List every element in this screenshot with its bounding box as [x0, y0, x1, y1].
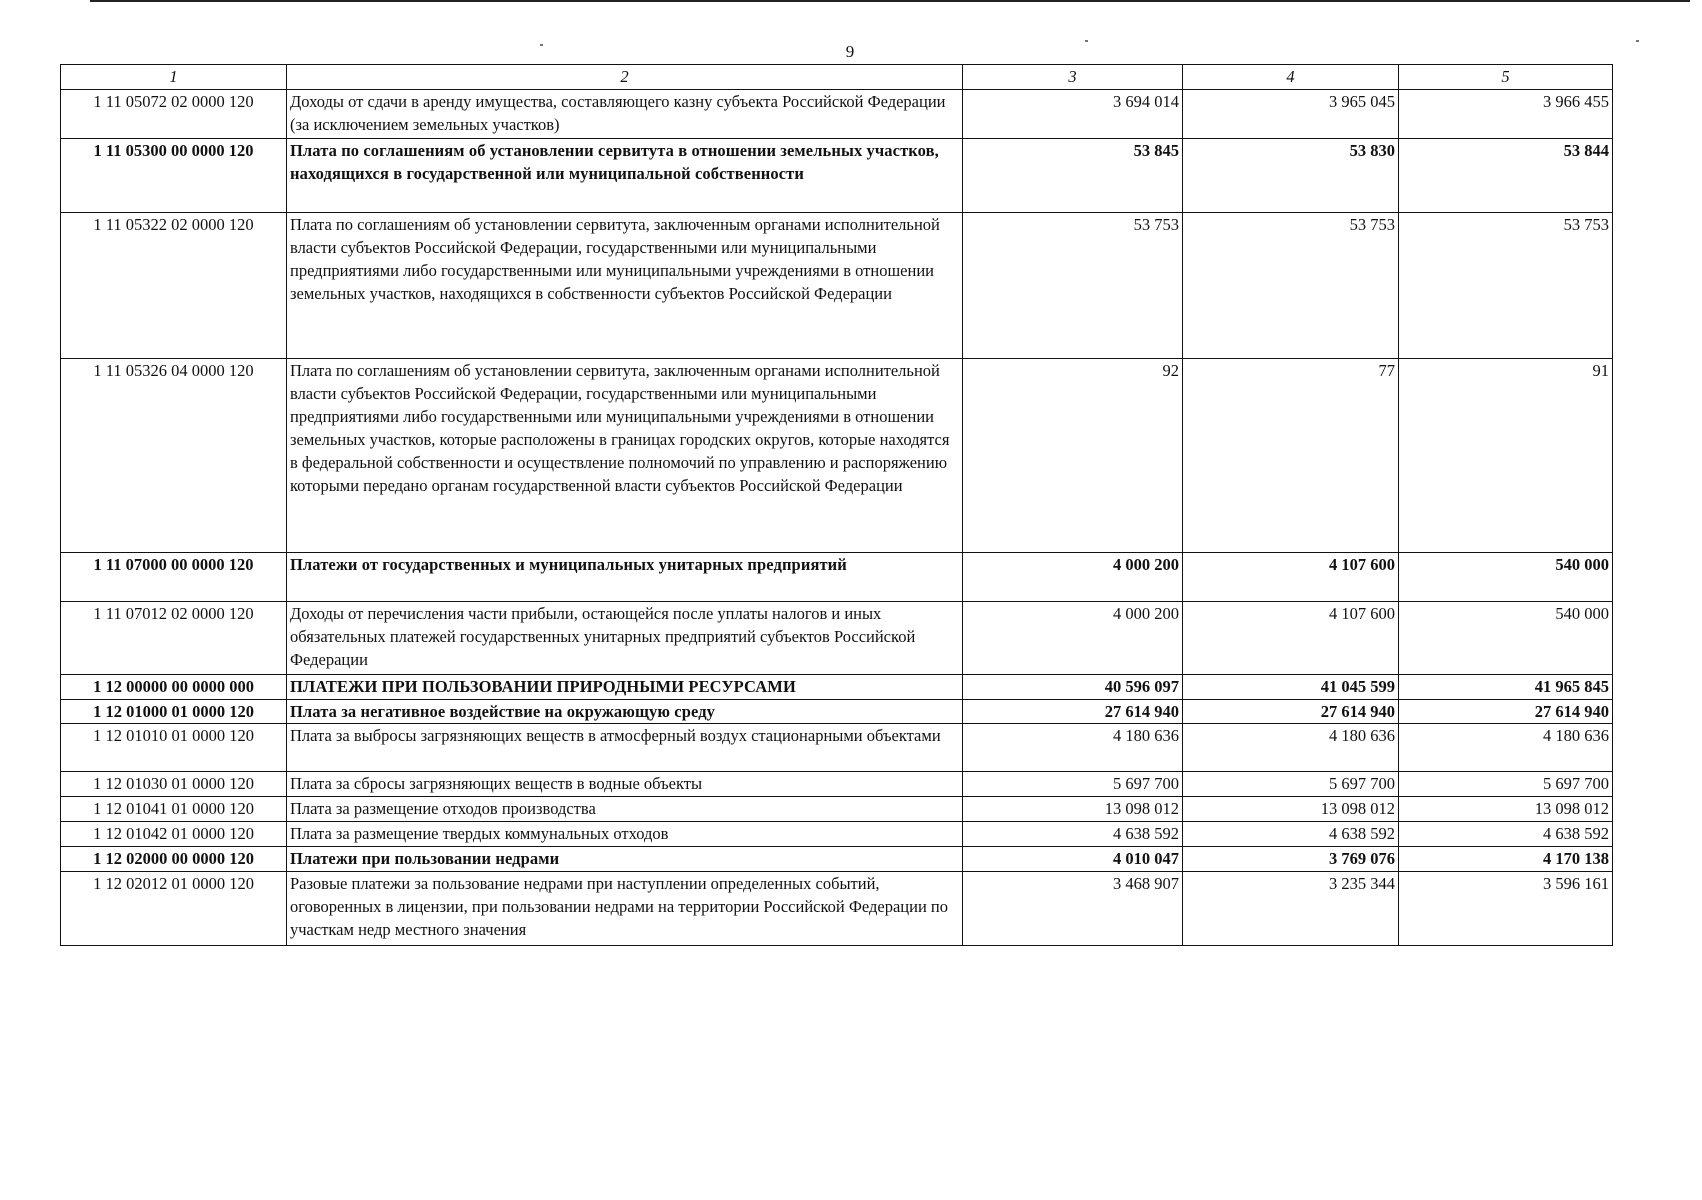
column-header-5: 5 — [1399, 65, 1613, 90]
value-col4-cell: 3 235 344 — [1183, 872, 1399, 946]
description-cell: Плата по соглашениям об установлении сервитута, заключенным органами исполнительной власти субъектов Российской Федерации, государственными или муниципальными предприятиями либо государственными или муниципальными учреждениями в отношении земельных участков, которые расположены в границах городских округов, которые находятся в федеральной собственности и осуществление полномочий по управлению и распоряжению которыми передано органам государственной власти субъектов Российской Федерации — [287, 359, 963, 553]
description-cell: Плата за размещение твердых коммунальных отходов — [287, 822, 963, 847]
budget-code-cell: 1 12 01010 01 0000 120 — [61, 724, 287, 772]
budget-code-cell: 1 12 01042 01 0000 120 — [61, 822, 287, 847]
value-col3-cell: 5 697 700 — [963, 772, 1183, 797]
budget-code-cell: 1 11 07000 00 0000 120 — [61, 553, 287, 602]
value-col5-cell: 41 965 845 — [1399, 675, 1613, 700]
column-header-2: 2 — [287, 65, 963, 90]
value-col3-cell: 53 753 — [963, 213, 1183, 359]
table-row — [61, 724, 1613, 772]
value-col4-cell: 13 098 012 — [1183, 797, 1399, 822]
value-col5-cell: 91 — [1399, 359, 1613, 553]
value-col5-cell: 540 000 — [1399, 602, 1613, 675]
value-col3-cell: 13 098 012 — [963, 797, 1183, 822]
description-cell: Платежи от государственных и муниципальных унитарных предприятий — [287, 553, 963, 602]
column-header-1: 1 — [61, 65, 287, 90]
budget-code-cell: 1 12 02012 01 0000 120 — [61, 872, 287, 946]
value-col5-cell: 5 697 700 — [1399, 772, 1613, 797]
value-col4-cell: 53 830 — [1183, 139, 1399, 213]
page-number: 9 — [845, 42, 855, 61]
description-cell: Разовые платежи за пользование недрами при наступлении определенных событий, оговоренных в лицензии, при пользовании недрами на территории Российской Федерации по участкам недр местного значения — [287, 872, 963, 946]
value-col3-cell: 4 010 047 — [963, 847, 1183, 872]
budget-code-cell: 1 11 05326 04 0000 120 — [61, 359, 287, 553]
value-col4-cell: 41 045 599 — [1183, 675, 1399, 700]
table-row — [61, 139, 1613, 213]
value-col3-cell: 4 638 592 — [963, 822, 1183, 847]
top-rule — [90, 0, 1690, 2]
scan-speck — [540, 44, 543, 46]
budget-code-cell: 1 12 00000 00 0000 000 — [61, 675, 287, 700]
value-col3-cell: 40 596 097 — [963, 675, 1183, 700]
value-col3-cell: 4 000 200 — [963, 553, 1183, 602]
value-col3-cell: 53 845 — [963, 139, 1183, 213]
budget-code-cell: 1 11 05072 02 0000 120 — [61, 90, 287, 139]
value-col4-cell: 4 107 600 — [1183, 602, 1399, 675]
table-row — [61, 675, 1613, 700]
description-cell: ПЛАТЕЖИ ПРИ ПОЛЬЗОВАНИИ ПРИРОДНЫМИ РЕСУРСАМИ — [287, 675, 963, 700]
value-col5-cell: 4 180 636 — [1399, 724, 1613, 772]
budget-code-cell: 1 12 01041 01 0000 120 — [61, 797, 287, 822]
table-row — [61, 700, 1613, 724]
description-cell: Плата по соглашениям об установлении сервитута, заключенным органами исполнительной власти субъектов Российской Федерации, государственными или муниципальными предприятиями либо государственными или муниципальными учреждениями в отношении земельных участков, находящихся в собственности субъектов Российской Федерации — [287, 213, 963, 359]
value-col3-cell: 4 180 636 — [963, 724, 1183, 772]
value-col4-cell: 4 180 636 — [1183, 724, 1399, 772]
scan-speck — [1085, 40, 1088, 42]
table-row — [61, 602, 1613, 675]
description-cell: Доходы от сдачи в аренду имущества, составляющего казну субъекта Российской Федерации (за исключением земельных участков) — [287, 90, 963, 139]
table-row — [61, 90, 1613, 139]
budget-code-cell: 1 11 07012 02 0000 120 — [61, 602, 287, 675]
value-col4-cell: 4 107 600 — [1183, 553, 1399, 602]
value-col3-cell: 27 614 940 — [963, 700, 1183, 724]
table-row — [61, 359, 1613, 553]
description-cell: Плата за размещение отходов производства — [287, 797, 963, 822]
budget-code-cell: 1 12 02000 00 0000 120 — [61, 847, 287, 872]
value-col4-cell: 5 697 700 — [1183, 772, 1399, 797]
value-col4-cell: 4 638 592 — [1183, 822, 1399, 847]
value-col5-cell: 540 000 — [1399, 553, 1613, 602]
description-cell: Плата по соглашениям об установлении сервитута в отношении земельных участков, находящихся в государственной или муниципальной собственности — [287, 139, 963, 213]
description-cell: Доходы от перечисления части прибыли, остающейся после уплаты налогов и иных обязательных платежей государственных унитарных предприятий субъектов Российской Федерации — [287, 602, 963, 675]
column-header-3: 3 — [963, 65, 1183, 90]
description-cell: Плата за негативное воздействие на окружающую среду — [287, 700, 963, 724]
table-row — [61, 822, 1613, 847]
table-row — [61, 213, 1613, 359]
table-row — [61, 797, 1613, 822]
value-col4-cell: 27 614 940 — [1183, 700, 1399, 724]
value-col5-cell: 3 596 161 — [1399, 872, 1613, 946]
column-header-4: 4 — [1183, 65, 1399, 90]
value-col5-cell: 53 844 — [1399, 139, 1613, 213]
value-col5-cell: 53 753 — [1399, 213, 1613, 359]
description-cell: Плата за выбросы загрязняющих веществ в атмосферный воздух стационарными объектами — [287, 724, 963, 772]
value-col3-cell: 3 694 014 — [963, 90, 1183, 139]
table-row — [61, 772, 1613, 797]
value-col5-cell: 3 966 455 — [1399, 90, 1613, 139]
description-cell: Платежи при пользовании недрами — [287, 847, 963, 872]
budget-code-cell: 1 12 01000 01 0000 120 — [61, 700, 287, 724]
value-col5-cell: 4 638 592 — [1399, 822, 1613, 847]
budget-code-cell: 1 12 01030 01 0000 120 — [61, 772, 287, 797]
table-row — [61, 553, 1613, 602]
value-col5-cell: 13 098 012 — [1399, 797, 1613, 822]
value-col3-cell: 92 — [963, 359, 1183, 553]
value-col4-cell: 3 965 045 — [1183, 90, 1399, 139]
value-col3-cell: 3 468 907 — [963, 872, 1183, 946]
value-col5-cell: 4 170 138 — [1399, 847, 1613, 872]
budget-table — [60, 64, 1613, 946]
budget-code-cell: 1 11 05322 02 0000 120 — [61, 213, 287, 359]
table-row — [61, 872, 1613, 946]
value-col4-cell: 53 753 — [1183, 213, 1399, 359]
header-row — [61, 65, 1613, 90]
description-cell: Плата за сбросы загрязняющих веществ в водные объекты — [287, 772, 963, 797]
table-row — [61, 847, 1613, 872]
value-col4-cell: 3 769 076 — [1183, 847, 1399, 872]
value-col5-cell: 27 614 940 — [1399, 700, 1613, 724]
value-col3-cell: 4 000 200 — [963, 602, 1183, 675]
value-col4-cell: 77 — [1183, 359, 1399, 553]
budget-code-cell: 1 11 05300 00 0000 120 — [61, 139, 287, 213]
scan-speck — [1636, 40, 1639, 42]
